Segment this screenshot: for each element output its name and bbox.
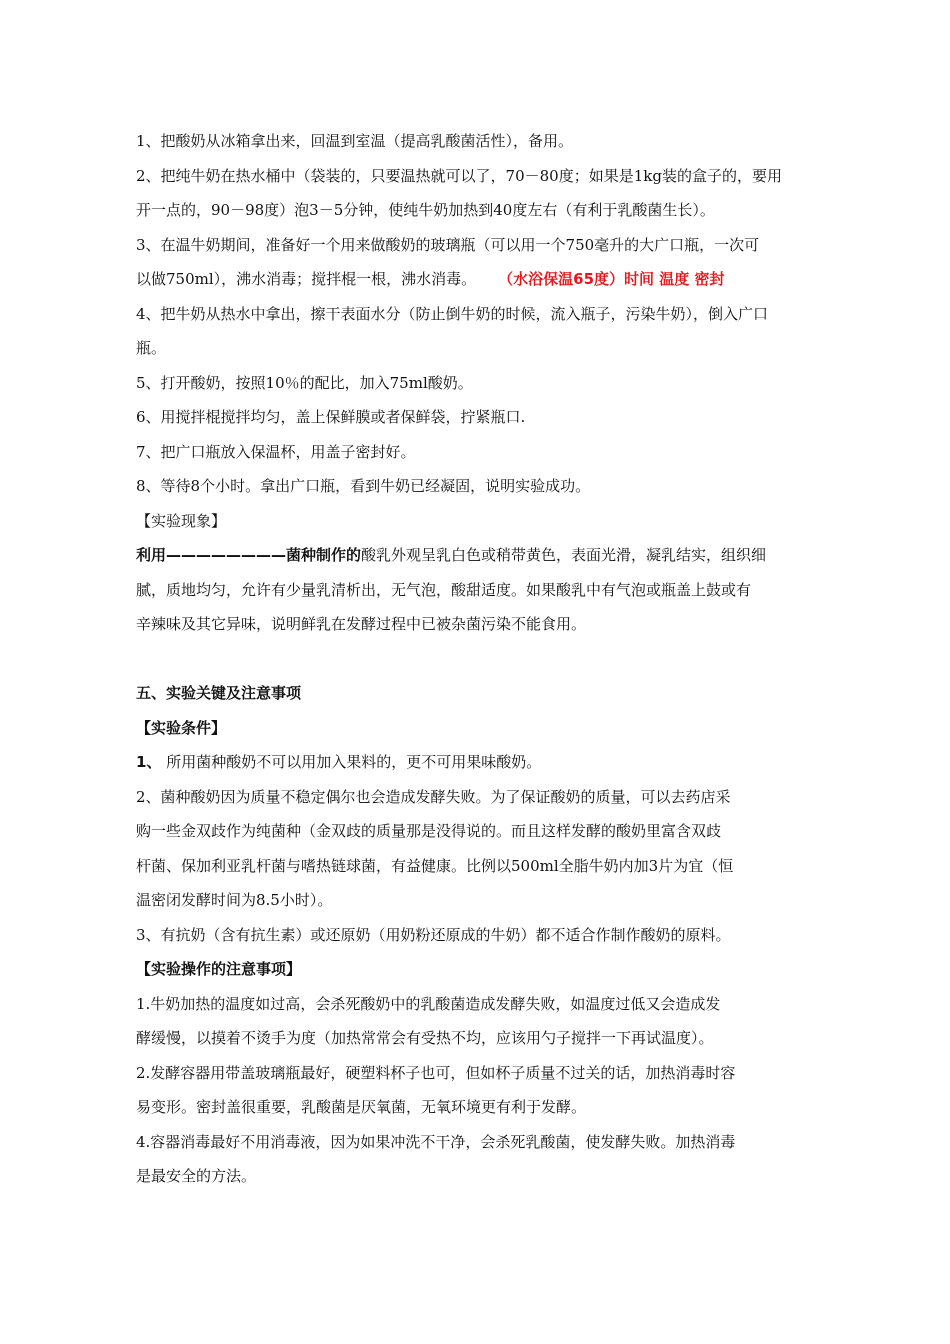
operation-2-line-2: 易变形。密封盖很重要，乳酸菌是厌氧菌，无氧环境更有利于发酵。 bbox=[136, 1098, 587, 1116]
condition-2-line-4: 温密闭发酵时间为8.5小时）。 bbox=[136, 891, 333, 909]
condition-2-line-2: 购一些金双歧作为纯菌种（金双歧的质量那是没得说的。而且这样发酵的酸奶里富含双歧 bbox=[136, 822, 722, 840]
operation-1-line-1: 1.牛奶加热的温度如过高，会杀死酸奶中的乳酸菌造成发酵失败，如温度过低又会造成发 bbox=[136, 994, 721, 1013]
step-3-line-2 bbox=[136, 262, 816, 297]
condition-3: 3、有抗奶（含有抗生素）或还原奶（用奶粉还原成的牛奶）都不适合作制作酸奶的原料。 bbox=[136, 925, 731, 944]
step-1: 1、把酸奶从冰箱拿出来，回温到室温（提高乳酸菌活性），备用。 bbox=[136, 132, 574, 150]
section-gap bbox=[136, 642, 816, 677]
step-3-text: 以做750ml），沸水消毒；搅拌棍一根，沸水消毒。 bbox=[136, 270, 477, 288]
document-page bbox=[136, 124, 816, 1194]
phenomenon-heading: 【实验现象】 bbox=[136, 511, 227, 530]
operations-heading: 【实验操作的注意事项】 bbox=[136, 960, 302, 978]
operation-2-line-1: 2.发酵容器用带盖玻璃瓶最好，硬塑料杯子也可，但如杯子质量不过关的话，加热消毒时容 bbox=[136, 1063, 736, 1082]
step-5: 5、打开酸奶，按照10％的配比，加入75ml酸奶。 bbox=[136, 373, 473, 392]
condition-1-number: 1、 bbox=[136, 753, 162, 771]
phenomenon-text: 酸乳外观呈乳白色或稍带黄色，表面光滑，凝乳结实，组织细 bbox=[361, 546, 767, 564]
step-4-line-1: 4、把牛奶从热水中拿出，擦干表面水分（防止倒牛奶的时候，流入瓶子，污染牛奶），倒入广口 bbox=[136, 304, 769, 323]
phenomenon-line-2: 腻，质地均匀，允许有少量乳清析出，无气泡，酸甜适度。如果酸乳中有气泡或瓶盖上鼓或有 bbox=[136, 580, 752, 599]
conditions-heading: 【实验条件】 bbox=[136, 718, 227, 737]
phenomenon-bold-prefix: 利用————————菌种制作的 bbox=[136, 546, 362, 564]
condition-1 bbox=[136, 745, 816, 780]
phenomenon-line-1 bbox=[136, 538, 816, 573]
condition-2-line-1: 2、菌种酸奶因为质量不稳定偶尔也会造成发酵失败。为了保证酸奶的质量，可以去药店采 bbox=[136, 787, 731, 806]
step-2-line-1: 2、把纯牛奶在热水桶中（袋装的，只要温热就可以了，70－80度；如果是1kg装的盒子的，要用 bbox=[136, 166, 782, 185]
step-3-line-1: 3、在温牛奶期间，准备好一个用来做酸奶的玻璃瓶（可以用一个750毫升的大广口瓶，一次可 bbox=[136, 235, 760, 254]
operation-4-line-2: 是最安全的方法。 bbox=[136, 1167, 257, 1185]
step-7: 7、把广口瓶放入保温杯，用盖子密封好。 bbox=[136, 442, 416, 461]
step-2-line-2: 开一点的，90－98度）泡3－5分钟，使纯牛奶加热到40度左右（有利于乳酸菌生长）。 bbox=[136, 201, 715, 219]
section-5-title: 五、实验关键及注意事项 bbox=[136, 684, 302, 702]
phenomenon-line-3: 辛辣味及其它异味，说明鲜乳在发酵过程中已被杂菌污染不能食用。 bbox=[136, 615, 587, 633]
operation-4-line-1: 4.容器消毒最好不用消毒液，因为如果冲洗不干净，会杀死乳酸菌，使发酵失败。加热消毒 bbox=[136, 1132, 736, 1151]
step-8: 8、等待8个小时。拿出广口瓶，看到牛奶已经凝固，说明实验成功。 bbox=[136, 477, 591, 495]
condition-1-text: 所用菌种酸奶不可以用加入果料的，更不可用果味酸奶。 bbox=[161, 753, 542, 771]
step-4-line-2: 瓶。 bbox=[136, 339, 167, 357]
condition-2-line-3: 杆菌、保加利亚乳杆菌与嗜热链球菌，有益健康。比例以500ml全脂牛奶内加3片为宜（恒 bbox=[136, 856, 734, 875]
step-6: 6、用搅拌棍搅拌均匀，盖上保鲜膜或者保鲜袋，拧紧瓶口. bbox=[136, 408, 526, 426]
water-bath-note: （水浴保温65度）时间 温度 密封 bbox=[498, 270, 725, 288]
operation-1-line-2: 酵缓慢，以摸着不烫手为度（加热常常会有受热不均，应该用勺子搅拌一下再试温度）。 bbox=[136, 1029, 714, 1047]
